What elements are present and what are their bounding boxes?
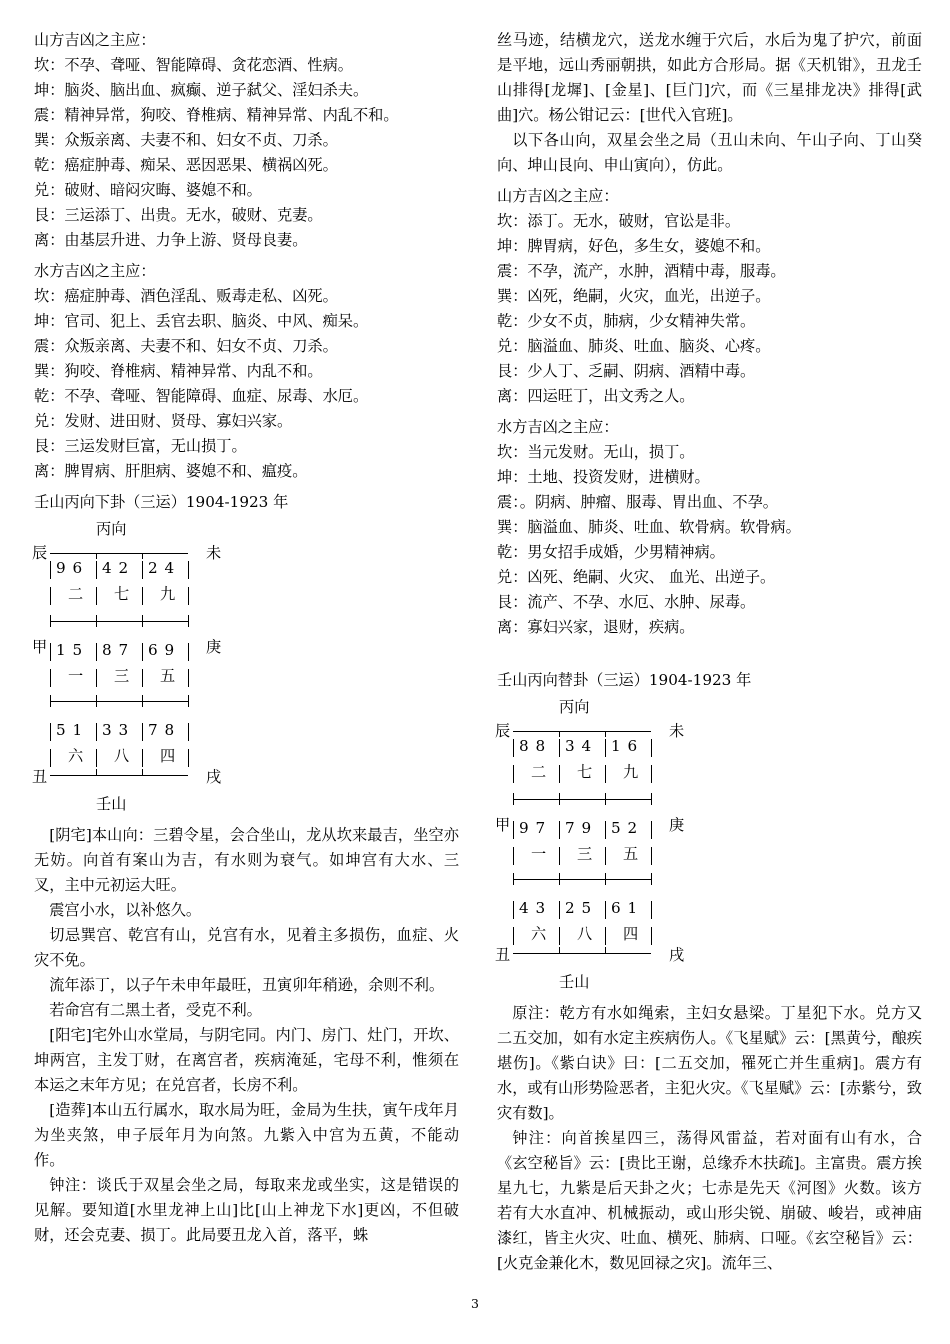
grid-tick	[50, 615, 51, 627]
grid-tick	[96, 769, 97, 775]
cell-divider	[513, 739, 514, 757]
cell-stars: 4 2	[102, 559, 130, 577]
cell-divider	[651, 847, 652, 865]
cell-divider	[188, 669, 189, 687]
cell-divider	[513, 927, 514, 945]
grid-border-top	[50, 553, 188, 554]
cell-base-number: 七	[114, 585, 130, 603]
cell-divider	[142, 561, 143, 579]
paragraph: 震宫小水，以补悠久。	[49, 901, 202, 919]
text-line: 巽：狗咬、脊椎病、精神异常、内乱不和。	[34, 362, 323, 380]
grid-tick	[605, 731, 606, 737]
cell-divider	[559, 739, 560, 757]
text-line: 震：。阴病、肿瘤、服毒、胃出血、不孕。	[497, 493, 778, 511]
paragraph: 钟注：谈氏于双星会坐之局，每取来龙或坐实，这是错误的见解。要知道[水里龙神上山]比[山上神龙下水]更凶，不但破财，还会克妻、损丁。此局要丑龙入首，落平，蛛	[34, 1176, 459, 1244]
text-line: 坤：官司、犯上、丢官去职、脑炎、中风、痴呆。	[34, 312, 369, 330]
cell-divider	[96, 749, 97, 767]
cell-stars: 1 6	[611, 737, 639, 755]
side-label: 庚	[206, 638, 222, 656]
cell-stars: 4 3	[519, 899, 547, 917]
paragraph: 流年添丁，以子午未申年最旺，丑寅卯年稍逊，余则不利。	[49, 976, 445, 994]
text-line: 震：众叛亲离、夫妻不和、妇女不贞、刀杀。	[34, 337, 338, 355]
corner-label: 丑	[495, 946, 511, 964]
text-line: 乾：男女招手成婚，少男精神病。	[497, 543, 725, 561]
grid-tick	[142, 695, 143, 707]
text-line: 兑：脑溢血、肺炎、吐血、脑炎、心疼。	[497, 337, 771, 355]
section-heading: 山方吉凶之主应：	[497, 187, 619, 205]
paragraph: 若命宫有二黑土者，受克不利。	[49, 1001, 262, 1019]
grid-tick	[96, 615, 97, 627]
cell-base-number: 六	[531, 925, 547, 943]
text-line: 离：脾胃病、肝胆病、婆媳不和、瘟疫。	[34, 462, 308, 480]
cell-divider	[188, 587, 189, 605]
cell-base-number: 一	[68, 667, 84, 685]
cell-divider	[50, 723, 51, 741]
cell-divider	[513, 765, 514, 783]
text-line: 艮：少人丁、乏嗣、阴病、酒精中毒。	[497, 362, 756, 380]
paragraph: 原注：乾方有水如绳索，主妇女悬梁。丁星犯下水。兑方又二五交加，如有水定主疾病伤人。《飞星赋》云：[黑黄兮，酿疾堪伤]。《紫白诀》曰：[二五交加，罹死亡并生重病]。震方有水，或有山形势险恶者，主犯火灾。《飞星赋》云：[赤紫兮，致灾有数]。	[497, 1004, 922, 1122]
corner-label: 戌	[669, 946, 685, 964]
cell-stars: 2 4	[148, 559, 176, 577]
cell-base-number: 九	[623, 763, 639, 781]
cell-base-number: 三	[577, 845, 593, 863]
grid-separator	[513, 879, 651, 880]
cell-divider	[142, 749, 143, 767]
cell-divider	[96, 643, 97, 661]
cell-base-number: 二	[531, 763, 547, 781]
cell-divider	[96, 587, 97, 605]
side-label: 甲	[495, 816, 511, 834]
text-line: 巽：脑溢血、肺炎、吐血、软骨病。软骨病。	[497, 518, 801, 536]
text-line: 离：寡妇兴家，退财，疾病。	[497, 618, 695, 636]
text-line: 巽：众叛亲离、夫妻不和、妇女不贞、刀杀。	[34, 131, 338, 149]
cell-stars: 7 8	[148, 721, 176, 739]
grid-separator	[50, 701, 188, 702]
grid-tick	[142, 615, 143, 627]
cell-divider	[651, 927, 652, 945]
paragraph: [阴宅]本山向：三碧令星，会合坐山，龙从坎来最吉，坐空亦无妨。向首有案山为吉，有水则为衰气。如坤宫有大水、三叉，主中元初运大旺。	[34, 826, 459, 894]
grid-tick	[559, 731, 560, 737]
cell-divider	[142, 643, 143, 661]
cell-divider	[651, 821, 652, 839]
cell-divider	[513, 847, 514, 865]
text-line: 兑：凶死、绝嗣、火灾、 血光、出逆子。	[497, 568, 776, 586]
corner-label: 未	[206, 544, 222, 562]
cell-divider	[651, 765, 652, 783]
text-line: 兑：破财、暗闷灾晦、婆媳不和。	[34, 181, 262, 199]
cell-divider	[50, 749, 51, 767]
direction-label-bottom: 壬山	[559, 973, 590, 991]
text-line: 离：由基层升进、力争上游、贤母良妻。	[34, 231, 308, 249]
cell-stars: 7 9	[565, 819, 593, 837]
cell-base-number: 四	[623, 925, 639, 943]
cell-divider	[142, 587, 143, 605]
grid-tick	[96, 553, 97, 559]
cell-divider	[559, 901, 560, 919]
star-chart	[497, 695, 737, 995]
grid-border-bottom	[513, 953, 651, 954]
cell-divider	[605, 927, 606, 945]
grid-separator	[513, 799, 651, 800]
text-line: 巽：凶死，绝嗣，火灾，血光，出逆子。	[497, 287, 771, 305]
cell-stars: 5 2	[611, 819, 639, 837]
cell-divider	[96, 723, 97, 741]
cell-divider	[605, 901, 606, 919]
corner-label: 戌	[206, 768, 222, 786]
corner-label: 丑	[32, 768, 48, 786]
cell-base-number: 四	[160, 747, 176, 765]
grid-tick	[188, 615, 189, 627]
left-column	[34, 28, 459, 1248]
text-line: 坤：土地、投资发财，进横财。	[497, 468, 710, 486]
corner-label: 未	[669, 722, 685, 740]
chart-title: 壬山丙向下卦（三运）1904-1923 年	[34, 493, 289, 511]
cell-stars: 8 8	[519, 737, 547, 755]
cell-divider	[605, 765, 606, 783]
cell-divider	[651, 739, 652, 757]
cell-divider	[188, 561, 189, 579]
grid-tick	[605, 873, 606, 885]
cell-divider	[559, 927, 560, 945]
chart-title: 壬山丙向替卦（三运）1904-1923 年	[497, 671, 752, 689]
side-label: 庚	[669, 816, 685, 834]
grid-tick	[96, 695, 97, 707]
grid-tick	[513, 793, 514, 805]
cell-stars: 9 6	[56, 559, 84, 577]
grid-tick	[651, 873, 652, 885]
cell-base-number: 一	[531, 845, 547, 863]
cell-stars: 8 7	[102, 641, 130, 659]
side-label: 甲	[32, 638, 48, 656]
text-line: 坤：脑炎、脑出血、疯癫、逆子弑父、淫妇杀夫。	[34, 81, 369, 99]
cell-divider	[605, 847, 606, 865]
cell-base-number: 九	[160, 585, 176, 603]
grid-tick	[605, 947, 606, 953]
text-line: 坎：不孕、聋哑、智能障碍、贪花恋酒、性病。	[34, 56, 353, 74]
cell-stars: 6 1	[611, 899, 639, 917]
text-line: 艮：流产、不孕、水厄、水肿、尿毒。	[497, 593, 756, 611]
page-number: 3	[471, 1296, 479, 1311]
grid-tick	[559, 793, 560, 805]
grid-tick	[559, 947, 560, 953]
paragraph: 切忌巽宫、乾宫有山，兑宫有水，见着主多损伤，血症、火灾不免。	[34, 926, 459, 969]
text-line: 乾：不孕、聋哑、智能障碍、血症、尿毒、水厄。	[34, 387, 369, 405]
cell-stars: 3 3	[102, 721, 130, 739]
cell-stars: 1 5	[56, 641, 84, 659]
cell-divider	[142, 669, 143, 687]
cell-base-number: 五	[160, 667, 176, 685]
right-column	[497, 28, 922, 1276]
text-line: 艮：三运发财巨富，无山损丁。	[34, 437, 247, 455]
grid-tick	[513, 873, 514, 885]
text-line: 震：不孕，流产，水肿，酒精中毒，服毒。	[497, 262, 786, 280]
cell-base-number: 八	[577, 925, 593, 943]
grid-tick	[651, 793, 652, 805]
text-line: 乾：癌症肿毒、痴呆、恶因恶果、横祸凶死。	[34, 156, 338, 174]
section-heading: 水方吉凶之主应：	[497, 418, 619, 436]
cell-divider	[50, 643, 51, 661]
cell-divider	[96, 561, 97, 579]
cell-base-number: 七	[577, 763, 593, 781]
cell-divider	[50, 561, 51, 579]
grid-tick	[188, 695, 189, 707]
grid-border-top	[513, 731, 651, 732]
cell-divider	[513, 901, 514, 919]
cell-divider	[559, 821, 560, 839]
grid-separator	[50, 621, 188, 622]
cell-base-number: 五	[623, 845, 639, 863]
cell-divider	[142, 723, 143, 741]
paragraph: [阳宅]宅外山水堂局，与阴宅同。内门、房门、灶门，开坎、坤两宫，主发丁财，在离宫者，疾病淹延，宅母不利，惟须在本运之末年方见；在兑宫者，长房不利。	[34, 1026, 459, 1094]
section-heading: 山方吉凶之主应：	[34, 31, 156, 49]
cell-divider	[188, 723, 189, 741]
cell-stars: 6 9	[148, 641, 176, 659]
cell-divider	[605, 739, 606, 757]
text-line: 坎：癌症肿毒、酒色淫乱、贩毒走私、凶死。	[34, 287, 338, 305]
grid-tick	[605, 793, 606, 805]
direction-label-top: 丙向	[559, 698, 590, 716]
cell-divider	[50, 587, 51, 605]
cell-base-number: 六	[68, 747, 84, 765]
cell-divider	[188, 749, 189, 767]
direction-label-bottom: 壬山	[96, 795, 127, 813]
text-line: 艮：三运添丁、出贵。无水，破财、克妻。	[34, 206, 323, 224]
corner-label: 辰	[32, 544, 48, 562]
direction-label-top: 丙向	[96, 520, 127, 538]
cell-divider	[559, 765, 560, 783]
cell-stars: 2 5	[565, 899, 593, 917]
text-line: 乾：少女不贞，肺病，少女精神失常。	[497, 312, 756, 330]
text-line: 兑：发财、进田财、贤母、寡妇兴家。	[34, 412, 293, 430]
cell-divider	[96, 669, 97, 687]
text-line: 坤：脾胃病，好色，多生女，婆媳不和。	[497, 237, 771, 255]
grid-tick	[142, 553, 143, 559]
cell-stars: 3 4	[565, 737, 593, 755]
cell-stars: 5 1	[56, 721, 84, 739]
cell-base-number: 三	[114, 667, 130, 685]
cell-divider	[605, 821, 606, 839]
paragraph: 钟注：向首挨星四三，荡得风雷益，若对面有山有水，合《玄空秘旨》云：[贵比王谢，总缘乔木扶疏]。主富贵。震方挨星九七，九紫是后天卦之火；七赤是先天《河图》火数。该方若有大水直冲、机械振动，或山形尖锐、崩破、峻岩，或神庙漆红，皆主火灾、吐血、横死、肺病、口哑。《玄空秘旨》云：[火克金兼化木，数见回禄之灾]。流年三、	[497, 1129, 922, 1272]
cell-divider	[188, 643, 189, 661]
star-chart	[34, 517, 274, 817]
cell-divider	[513, 821, 514, 839]
grid-border-bottom	[50, 775, 188, 776]
cell-divider	[50, 669, 51, 687]
cell-divider	[651, 901, 652, 919]
text-line: 离：四运旺丁，出文秀之人。	[497, 387, 695, 405]
paragraph: 丝马迹，结横龙穴，送龙水缠于穴后，水后为鬼了护穴，前面是平地，远山秀丽朝拱，如此方合形局。据《天机钳》，丑龙壬山排得[龙墀]、[金星]、[巨门]穴，而《三星排龙决》排得[武曲]穴。杨公钳记云：[世代入官班]。	[497, 31, 922, 124]
corner-label: 辰	[495, 722, 511, 740]
cell-base-number: 二	[68, 585, 84, 603]
text-line: 坎：当元发财。无山，损丁。	[497, 443, 695, 461]
section-heading: 水方吉凶之主应：	[34, 262, 156, 280]
paragraph: [造葬]本山五行属水，取水局为旺，金局为生扶，寅午戌年月为坐夹煞，申子辰年月为向煞。九紫入中宫为五黄，不能动作。	[34, 1101, 459, 1169]
cell-base-number: 八	[114, 747, 130, 765]
grid-tick	[559, 873, 560, 885]
text-line: 震：精神异常，狗咬、脊椎病、精神异常、内乱不和。	[34, 106, 399, 124]
cell-divider	[559, 847, 560, 865]
paragraph: 以下各山向，双星会坐之局（丑山未向、午山子向、丁山癸向、坤山艮向、申山寅向），仿此。	[497, 131, 922, 174]
text-line: 坎：添丁。无水，破财，官讼是非。	[497, 212, 740, 230]
grid-tick	[142, 769, 143, 775]
cell-stars: 9 7	[519, 819, 547, 837]
grid-tick	[50, 695, 51, 707]
